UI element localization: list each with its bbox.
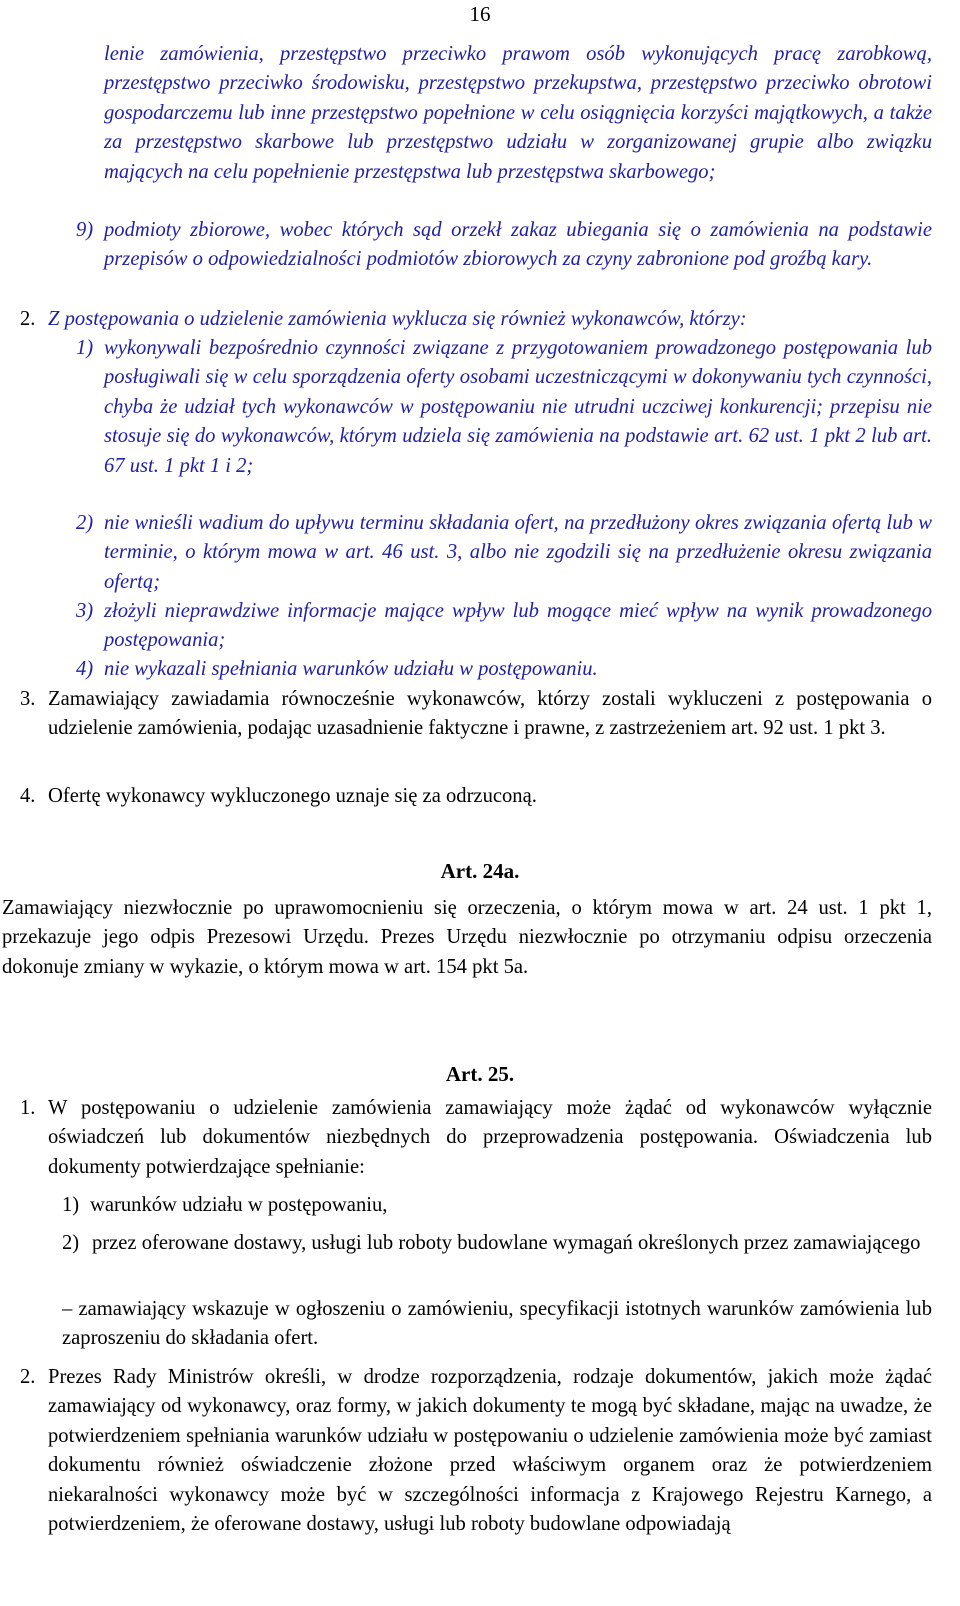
list-item-2-3	[76, 597, 932, 656]
paragraph-text: Prezes Rady Ministrów określi, w drodze rozporządzenia, rodzaje dokumentów, jakich może żądać zamawiający od wykonawcy, oraz formy, w jakich dokumenty te mogą być składane, mając na uwadze, że potwierdzeniem spełniania warunków udziału w postępowaniu o udzielenie zamówienia może być zamiast dokumentu również oświadczenie złożone przed właściwym organem oraz że potwierdzeniem niekaralności wykonawcy może być w szczególności informacja z Krajowego Rejestru Karnego, a potwierdzeniem, że oferowane dostawy, usługi lub roboty budowlane odpowiadają	[48, 1366, 932, 1536]
paragraph-4	[20, 782, 932, 811]
list-item-2-1	[76, 334, 932, 481]
paragraph-text: W postępowaniu o udzielenie zamówienia zamawiający może żądać od wykonawców wyłącznie oświadczeń lub dokumentów niezbędnych do przeprowadzenia postępowania. Oświadczenia lub dokumenty potwierdzające spełnianie:	[48, 1097, 932, 1178]
paragraph-number: 3.	[20, 688, 36, 710]
article-25-heading: Art. 25.	[445, 1062, 515, 1086]
item-number: 3)	[76, 600, 94, 622]
item-text: złożyli nieprawdziwe informacje mające wpływ lub mogące mieć wpływ na wynik prowadzonego postępowania;	[104, 600, 932, 652]
article-25-item-2	[62, 1229, 932, 1258]
article-25-paragraph-2	[20, 1363, 932, 1539]
article-25-dash-text: – zamawiający wskazuje w ogłoszeniu o zamówieniu, specyfikacji istotnych warunków zamówienia lub zaproszeniu do składania ofert.	[62, 1298, 932, 1350]
article-25-paragraph-1	[20, 1094, 932, 1182]
item-text: warunków udziału w postępowaniu,	[90, 1194, 388, 1216]
item-text: przez oferowane dostawy, usługi lub roboty budowlane wymagań określonych przez zamawiającego	[92, 1232, 921, 1254]
list-item-9	[76, 216, 932, 275]
paragraph-3	[20, 685, 932, 744]
article-24a-text: Zamawiający niezwłocznie po uprawomocnieniu się orzeczenia, o którym mowa w art. 24 ust. 1 pkt 1, przekazuje jego odpis Prezesowi Urzędu. Prezes Urzędu niezwłocznie po otrzymaniu odpisu orzeczenia dokonuje zmiany w wykazie, o którym mowa w art. 154 pkt 5a.	[2, 897, 932, 978]
page-number: 16	[469, 2, 491, 26]
list-item-2-4	[76, 655, 932, 684]
continued-item-text: lenie zamówienia, przestępstwo przeciwko prawom osób wykonujących pracę zarobkową, przestępstwo przeciwko środowisku, przestępstwo przekupstwa, przestępstwo przeciwko obrotowi gospodarczemu lub inne przestępstwo popełnione w celu osiągnięcia korzyści majątkowych, a także za przestępstwo skarbowe lub przestępstwo udziału w zorganizowanej grupie albo związku mających na celu popełnienie przestępstwa lub przestępstwa skarbowego;	[104, 43, 932, 183]
item-number: 2)	[76, 512, 94, 534]
item-text: podmioty zbiorowe, wobec których sąd orzekł zakaz ubiegania się o zamówienia na podstawie przepisów o odpowiedzialności podmiotów zbiorowych za czyny zabronione pod groźbą kary.	[104, 219, 932, 271]
paragraph-number: 2.	[20, 308, 36, 330]
item-text: nie wykazali spełniania warunków udziału w postępowaniu.	[104, 658, 598, 680]
item-number: 1)	[76, 337, 94, 359]
item-number: 9)	[76, 219, 94, 241]
item-number: 4)	[76, 658, 94, 680]
paragraph-2	[20, 305, 932, 334]
paragraph-number: 2.	[20, 1366, 36, 1388]
article-25-item-1	[62, 1191, 932, 1220]
paragraph-number: 4.	[20, 785, 36, 807]
paragraph-number: 1.	[20, 1097, 36, 1119]
item-text: nie wnieśli wadium do upływu terminu składania ofert, na przedłużony okres związania ofertą lub w terminie, o którym mowa w art. 46 ust. 3, albo nie zgodzili się na przedłużenie okresu związania ofertą;	[104, 512, 932, 593]
list-item-2-2	[76, 509, 932, 597]
article-24a-heading: Art. 24a.	[440, 859, 520, 883]
item-text: wykonywali bezpośrednio czynności związane z przygotowaniem prowadzonego postępowania lub posługiwali się w celu sporządzenia oferty osobami uczestniczącymi w dokonywaniu tych czynności, chyba że udział tych wykonawców w postępowaniu nie utrudni uczciwej konkurencji; przepisu nie stosuje się do wykonawców, którym udziela się zamówienia na podstawie art. 62 ust. 1 pkt 2 lub art. 67 ust. 1 pkt 1 i 2;	[104, 337, 932, 477]
item-number: 1)	[62, 1194, 80, 1216]
paragraph-text: Z postępowania o udzielenie zamówienia wyklucza się również wykonawców, którzy:	[48, 308, 747, 330]
paragraph-text: Ofertę wykonawcy wykluczonego uznaje się za odrzuconą.	[48, 785, 537, 807]
paragraph-text: Zamawiający zawiadamia równocześnie wykonawców, którzy zostali wykluczeni z postępowania o udzielenie zamówienia, podając uzasadnienie faktyczne i prawne, z zastrzeżeniem art. 92 ust. 1 pkt 3.	[48, 688, 932, 740]
item-number: 2)	[62, 1232, 80, 1254]
